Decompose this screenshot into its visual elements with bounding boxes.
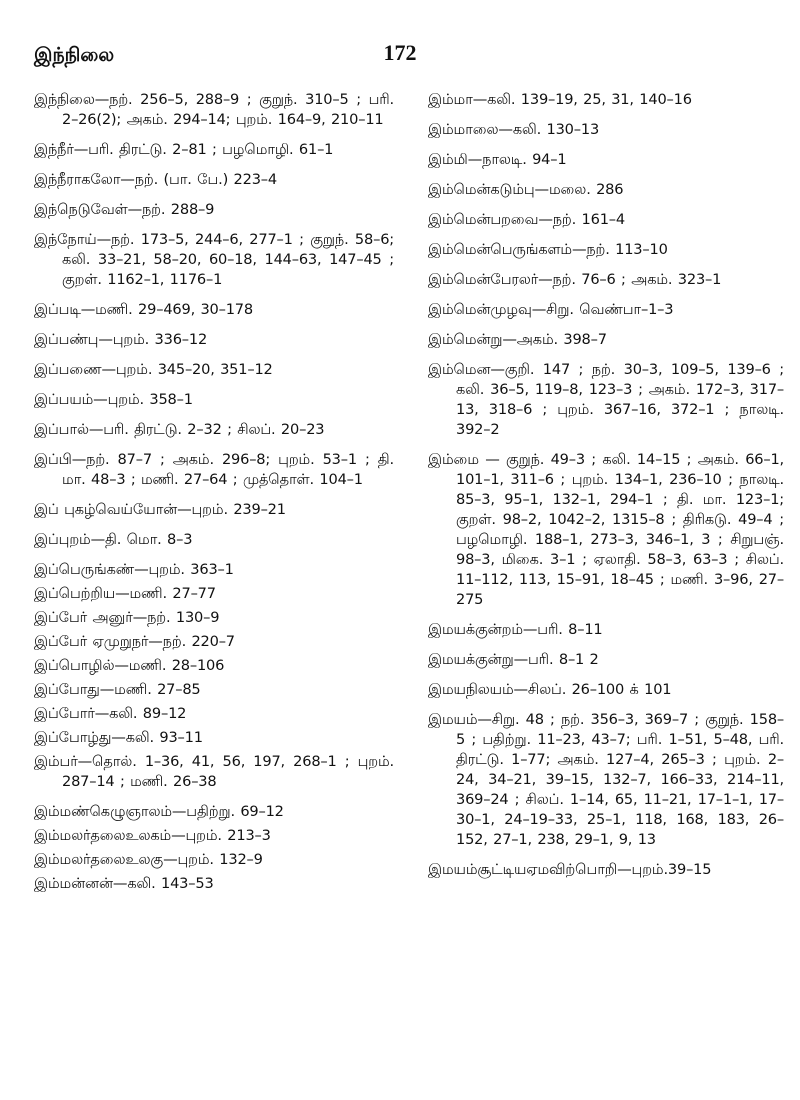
right-column: [428, 90, 784, 890]
index-entry: இம்மென்பெருங்களம்—நற். 113–10: [428, 241, 668, 258]
left-column: [34, 90, 394, 898]
index-entry: இமயம்சூட்டியஏமவிற்பொறி—புறம்.39–15: [428, 861, 712, 878]
index-entry: இமயக்குன்றம்—பரி. 8–11: [428, 621, 603, 638]
index-entry: இம்மென்முழவு—சிறு. வெண்பா–1–3: [428, 301, 674, 318]
running-header-word: இந்நிலை: [34, 44, 115, 66]
index-entry: இப்பி—நற். 87–7 ; அகம். 296–8; புறம். 53–1 ; தி. மா. 48–3 ; மணி. 27–64 ; முத்தொள். 104–1: [34, 451, 394, 488]
index-entry: இப்பயம்—புறம். 358–1: [34, 391, 193, 408]
index-entry: இம்மலர்தலைஉலகு—புறம். 132–9: [34, 851, 263, 868]
index-entry: இமயம்—சிறு. 48 ; நற். 356–3, 369–7 ; குறுந். 158–5 ; பதிற்று. 11–23, 43–7; பரி. 1–51, 5–48, பரி. திரட்டு. 1–77; அகம். 127–4, 265–3 ; புறம். 2–24, 34–21, 39–15, 132–7, 166–33, 214–11, 369–24 ; சிலப். 1–14, 65, 11–21, 17–1–1, 17–30–1, 24–19–33, 25–1, 118, 168, 183, 26–152, 27–1, 238, 29–1, 9, 13: [428, 711, 784, 848]
index-entry: இமயக்குன்று—பரி. 8–1 2: [428, 651, 599, 668]
index-entry: இம்பர்—தொல். 1–36, 41, 56, 197, 268–1 ; புறம். 287–14 ; மணி. 26–38: [34, 753, 394, 790]
index-entry: இம்மென்கடும்பு—மலை. 286: [428, 181, 624, 198]
index-entry: இப்பேர் ஏமுறுநர்—நற். 220–7: [34, 633, 235, 650]
index-entry: இம்மன்னன்—கலி. 143–53: [34, 875, 214, 892]
index-entry: இம்மென—குறி. 147 ; நற். 30–3, 109–5, 139–6 ; கலி. 36–5, 119–8, 123–3 ; அகம். 172–3, 317–13, 318–6 ; புறம். 367–16, 372–1 ; நாலடி. 392–2: [428, 361, 784, 438]
index-entry: இம்மா—கலி. 139–19, 25, 31, 140–16: [428, 91, 692, 108]
index-entry: இம்மென்பேரலர்—நற். 76–6 ; அகம். 323–1: [428, 271, 722, 288]
index-entry: இந்நிலை—நற். 256–5, 288–9 ; குறுந். 310–5 ; பரி. 2–26(2); அகம். 294–14; புறம். 164–9, 210–11: [34, 91, 394, 128]
index-entry: இப்பேர் அனுர்—நற். 130–9: [34, 609, 220, 626]
page-number: 172: [383, 40, 417, 65]
index-entry: இந்நெடுவேள்—நற். 288–9: [34, 201, 215, 218]
index-entry: இப்படி—மணி. 29–469, 30–178: [34, 301, 253, 318]
index-entry: இம்மலர்தலைஉலகம்—புறம். 213–3: [34, 827, 271, 844]
index-entry: இந்நோய்—நற். 173–5, 244–6, 277–1 ; குறுந். 58–6; கலி. 33–21, 58–20, 60–18, 144–63, 147–45 ; குறள். 1162–1, 1176–1: [34, 231, 394, 288]
index-entry: இம்மென்று—அகம். 398–7: [428, 331, 607, 348]
index-entry: இப்பண்பு—புறம். 336–12: [34, 331, 208, 348]
index-entry: இம்மை — குறுந். 49–3 ; கலி. 14–15 ; அகம். 66–1, 101–1, 311–6 ; புறம். 134–1, 236–10 ; நாலடி. 85–3, 95–1, 132–1, 294–1 ; தி. மா. 123–1; குறள். 98–2, 1042–2, 1315–8 ; திரிகடு. 49–4 ; பழமொழி. 188–1, 273–3, 346–1, 3 ; சிறுபஞ். 98–3, மிகை. 3–1 ; ஏலாதி. 58–3, 63–3 ; சிலப். 11–112, 113, 15–91, 18–45 ; மணி. 3–96, 27–275: [428, 451, 784, 608]
index-entry: இம்மண்கெழுஞாலம்—பதிற்று. 69–12: [34, 803, 284, 820]
index-entry: இப்போர்—கலி. 89–12: [34, 705, 187, 722]
index-entry: இப்பெருங்கண்—புறம். 363–1: [34, 561, 234, 578]
index-entry: இப்பொழில்—மணி. 28–106: [34, 657, 225, 674]
index-entry: இம்மாலை—கலி. 130–13: [428, 121, 600, 138]
index-entry: இப்பணை—புறம். 345–20, 351–12: [34, 361, 273, 378]
index-entry: இப்போழ்து—கலி. 93–11: [34, 729, 203, 746]
index-entry: இப்பால்—பரி. திரட்டு. 2–32 ; சிலப். 20–23: [34, 421, 325, 438]
index-entry: இந்நீராகலோ—நற். (பா. பே.) 223–4: [34, 171, 277, 188]
index-entry: இப் புகழ்வெய்யோன்—புறம். 239–21: [34, 501, 286, 518]
index-entry: இப்புறம்—தி. மொ. 8–3: [34, 531, 193, 548]
index-entry: இப்போது—மணி. 27–85: [34, 681, 201, 698]
index-entry: இப்பெற்றிய—மணி. 27–77: [34, 585, 216, 602]
index-entry: இம்மி—நாலடி. 94–1: [428, 151, 567, 168]
index-entry: இந்நீர்—பரி. திரட்டு. 2–81 ; பழமொழி. 61–1: [34, 141, 334, 158]
index-entry: இமயநிலயம்—சிலப். 26–100 க் 101: [428, 681, 672, 698]
index-entry: இம்மென்பறவை—நற். 161–4: [428, 211, 625, 228]
